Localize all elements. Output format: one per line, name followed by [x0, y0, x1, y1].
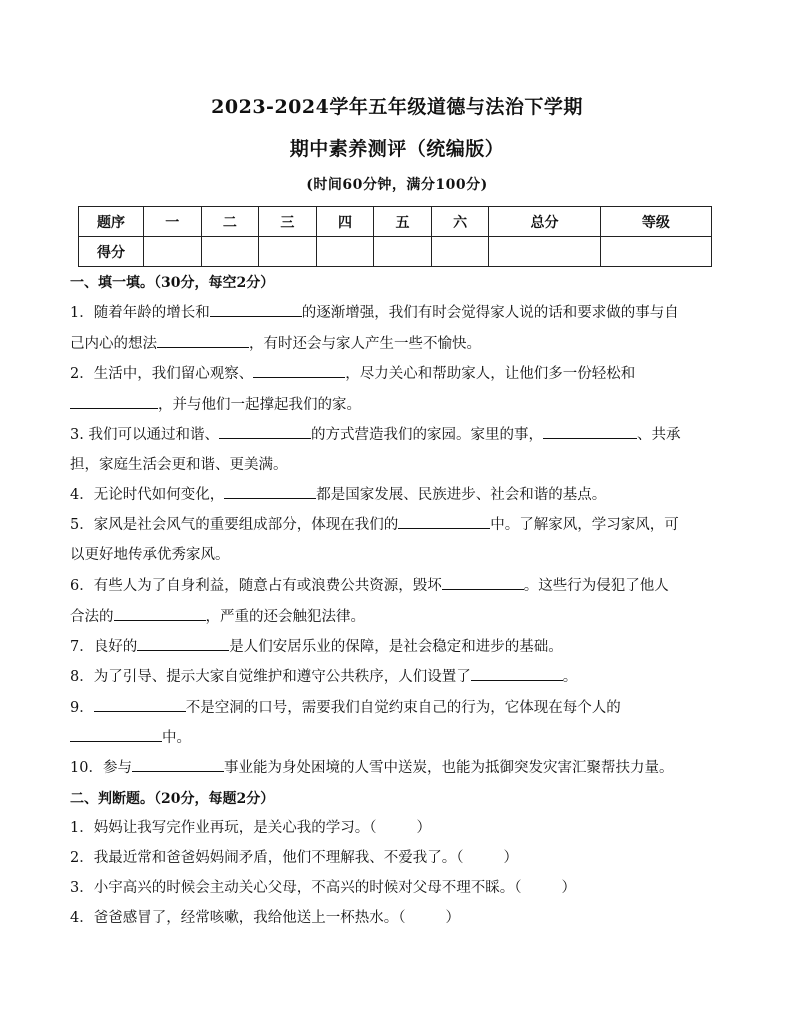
answer-blank[interactable]: [471, 666, 563, 681]
question-line: [70, 484, 730, 505]
score-table-cell: 六: [431, 207, 489, 237]
question-line: [70, 575, 730, 596]
question-text: 是人们安居乐业的保障，是社会稳定和进步的基础。: [229, 639, 563, 655]
question-text: ，有时还会与家人产生一些不愉快。: [249, 336, 481, 352]
question-text: 1．随着年龄的增长和: [70, 305, 210, 321]
score-table-cell: 得分: [79, 237, 144, 267]
answer-blank[interactable]: [210, 302, 302, 317]
score-input-cell[interactable]: [431, 237, 489, 267]
question-text: 7．良好的: [70, 639, 138, 655]
time-note: (时间60分钟，满分100分): [306, 177, 488, 193]
question-text: 1．妈妈让我写完作业再玩，是关心我的学习。（: [70, 820, 377, 836]
question-text: 事业能为身处困境的人雪中送炭，也能为抵御突发灾害汇聚帮扶力量。: [223, 760, 674, 776]
question-line: [70, 848, 730, 868]
answer-blank[interactable]: [137, 636, 229, 651]
score-table-cell: 四: [316, 207, 374, 237]
question-text: ，并与他们一起撑起我们的家。: [158, 397, 361, 413]
question-text: 都是国家发展、民族进步、社会和谐的基点。: [316, 487, 607, 503]
score-table-header-row: [79, 207, 712, 237]
question-text: 、共承: [636, 427, 681, 443]
question-text: ）: [503, 850, 518, 866]
question-line: [70, 666, 730, 687]
answer-blank[interactable]: [543, 424, 637, 439]
exam-subtitle: 期中素养测评（统编版）: [289, 138, 505, 160]
section-heading: 二、判断题。（20分，每题2分）: [70, 791, 275, 807]
question-line: [70, 302, 730, 323]
question-line: [70, 363, 730, 384]
score-table-cell: 五: [374, 207, 432, 237]
question-text: ）: [561, 880, 576, 896]
score-input-cell[interactable]: [374, 237, 432, 267]
question-text: 5．家风是社会风气的重要组成部分，体现在我们的: [70, 517, 399, 533]
question-line: [70, 636, 730, 657]
question-line: [70, 606, 730, 627]
answer-blank[interactable]: [94, 697, 186, 712]
question-text: 。: [562, 669, 578, 685]
score-table: [78, 206, 712, 267]
question-text: 合法的: [70, 609, 114, 625]
question-text: ，尽力关心和帮助家人，让他们多一份轻松和: [345, 366, 636, 382]
question-text: 担，家庭生活会更和谐、更美满。: [70, 457, 288, 473]
answer-blank[interactable]: [219, 424, 311, 439]
answer-blank[interactable]: [70, 394, 158, 409]
question-line: [70, 757, 730, 778]
answer-blank[interactable]: [114, 606, 206, 621]
question-text: 9．: [70, 700, 94, 716]
score-input-cell[interactable]: [489, 237, 600, 267]
exam-title: 2023-2024学年五年级道德与法治下学期: [211, 96, 583, 118]
question-text: 3．小宇高兴的时候会主动关心父母，不高兴的时候对父母不理不睬。（: [70, 880, 522, 896]
question-line: [70, 878, 730, 898]
score-input-cell[interactable]: [600, 237, 711, 267]
answer-blank[interactable]: [132, 757, 224, 772]
question-line: [70, 333, 730, 354]
score-table-cell: 三: [259, 207, 317, 237]
score-table-score-row: [79, 237, 712, 267]
question-text: 6．有些人为了自身利益，随意占有或浪费公共资源，毁坏: [70, 578, 442, 594]
question-text: 10．参与: [70, 760, 132, 776]
question-line: [70, 727, 730, 748]
answer-blank[interactable]: [398, 514, 490, 529]
score-table-cell: 题序: [79, 207, 144, 237]
question-text: 以更好地传承优秀家风。: [70, 547, 230, 563]
question-line: [70, 424, 730, 445]
score-input-cell[interactable]: [259, 237, 317, 267]
score-table-cell: 一: [144, 207, 202, 237]
answer-blank[interactable]: [224, 484, 316, 499]
question-text: 的逐渐增强，我们有时会觉得家人说的话和要求做的事与自: [301, 305, 679, 321]
question-text: ）: [445, 910, 460, 926]
question-line: [70, 455, 730, 475]
question-line: [70, 394, 730, 415]
answer-blank[interactable]: [442, 575, 524, 590]
question-line: [70, 545, 730, 565]
question-line: [70, 818, 730, 838]
question-text: 不是空洞的口号，需要我们自觉约束自己的行为，它体现在每个人的: [185, 700, 621, 716]
question-text: 4．无论时代如何变化，: [70, 487, 225, 503]
score-input-cell[interactable]: [201, 237, 259, 267]
question-line: [70, 908, 730, 928]
question-line: [70, 697, 730, 718]
question-text: 中。: [162, 730, 191, 746]
question-text: 中。了解家风，学习家风，可: [490, 517, 679, 533]
score-table-cell: 等级: [600, 207, 711, 237]
answer-blank[interactable]: [70, 727, 162, 742]
answer-blank[interactable]: [253, 363, 345, 378]
question-text: ，严重的还会触犯法律。: [205, 609, 365, 625]
question-text: 2．我最近常和爸爸妈妈闹矛盾，他们不理解我、不爱我了。（: [70, 850, 464, 866]
question-text: 3. 我们可以通过和谐、: [70, 427, 219, 443]
question-text: 。这些行为侵犯了他人: [523, 578, 669, 594]
score-table-cell: 总分: [489, 207, 600, 237]
section-heading: 一、填一填。（30分，每空2分）: [70, 275, 275, 291]
question-text: ）: [416, 820, 431, 836]
question-line: [70, 514, 730, 535]
question-text: 己内心的想法: [70, 336, 157, 352]
question-text: 2．生活中，我们留心观察、: [70, 366, 254, 382]
score-table-cell: 二: [201, 207, 259, 237]
question-text: 4．爸爸感冒了，经常咳嗽，我给他送上一杯热水。（: [70, 910, 406, 926]
answer-blank[interactable]: [157, 333, 249, 348]
score-input-cell[interactable]: [144, 237, 202, 267]
question-text: 的方式营造我们的家园。家里的事，: [310, 427, 543, 443]
question-text: 8．为了引导、提示大家自觉维护和遵守公共秩序，人们设置了: [70, 669, 471, 685]
score-input-cell[interactable]: [316, 237, 374, 267]
